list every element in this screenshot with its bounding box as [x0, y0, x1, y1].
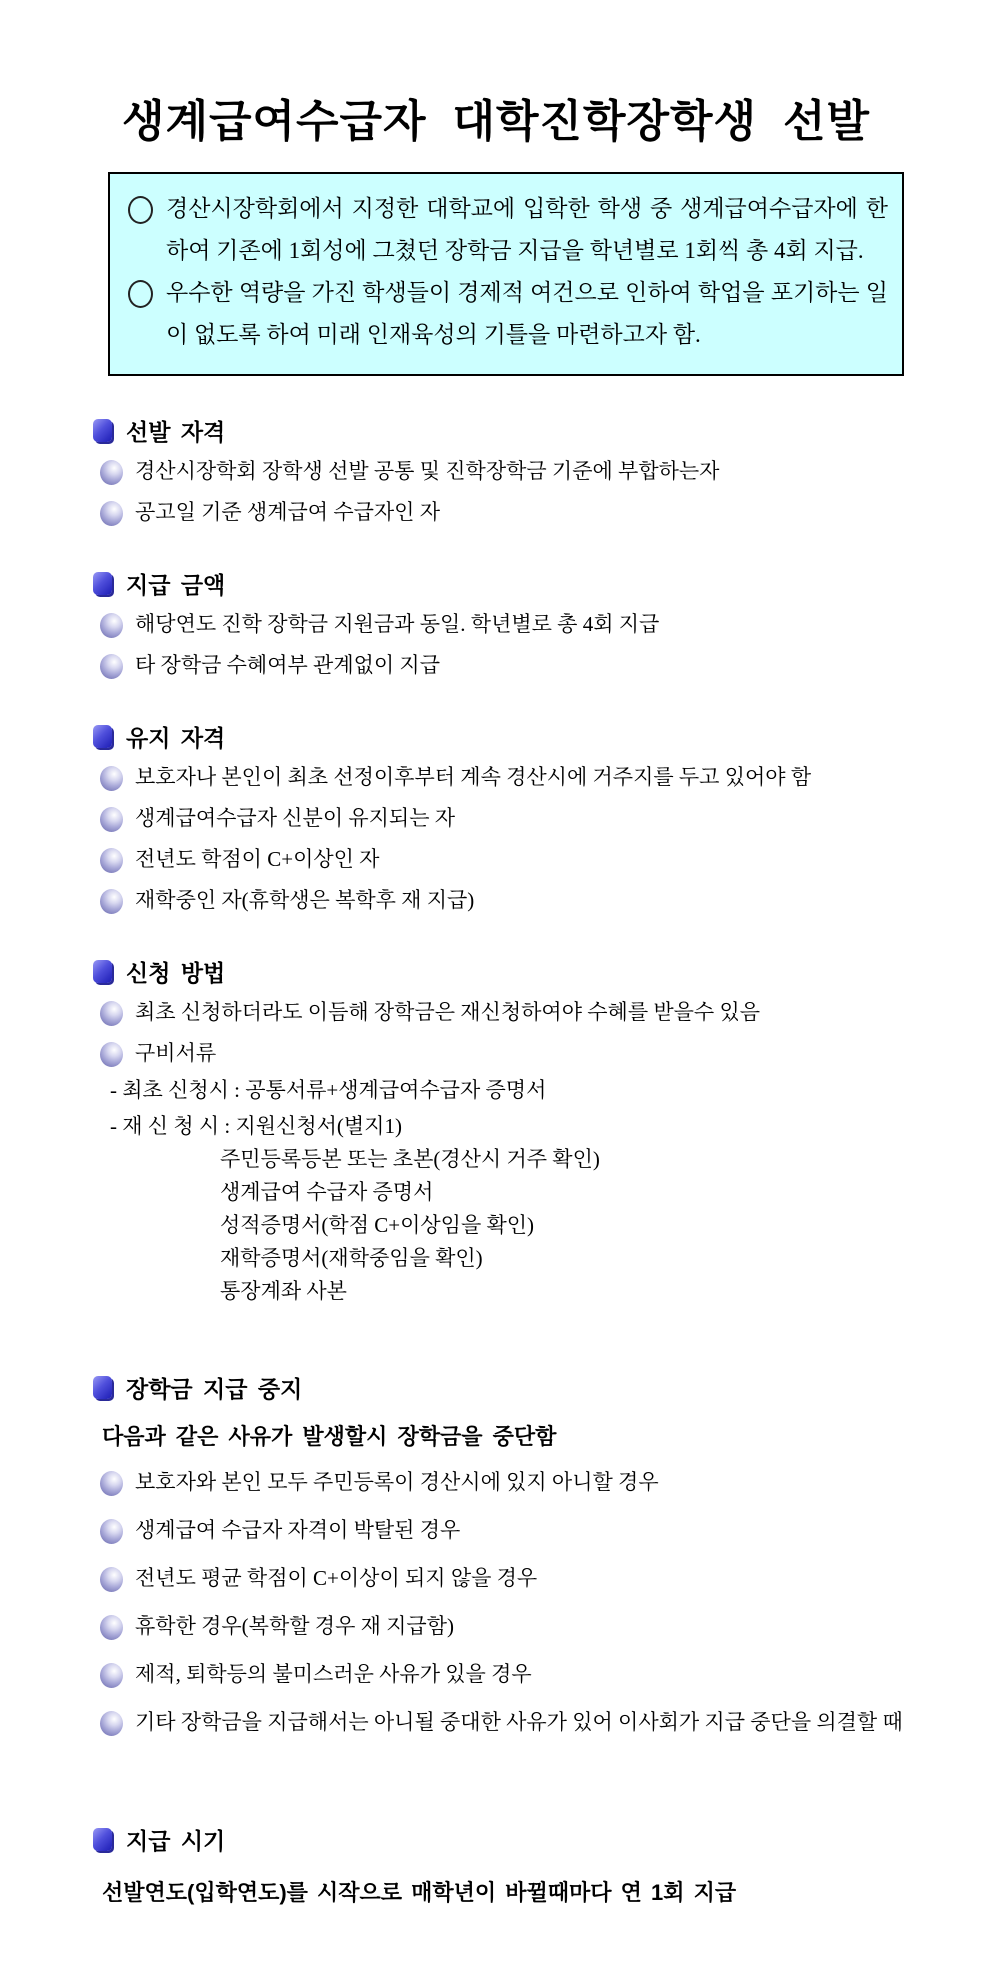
section-title: 선발 자격	[126, 419, 226, 445]
bullet-text: 휴학한 경우(복학할 경우 재 지급함)	[135, 1614, 454, 1638]
bullet-text: 해당연도 진학 장학금 지원금과 동일. 학년별로 총 4회 지급	[135, 612, 660, 636]
required-doc-item: 성적증명서(학점 C+이상임을 확인)	[220, 1213, 535, 1237]
bullet-sphere-icon	[100, 1615, 123, 1640]
bullet-sphere-icon	[100, 1711, 123, 1736]
list-item	[88, 1706, 904, 1739]
list-item	[88, 455, 904, 488]
section-title: 유지 자격	[126, 725, 226, 751]
list-item	[88, 1658, 904, 1691]
required-doc-item: 주민등록등본 또는 초본(경산시 거주 확인)	[220, 1147, 600, 1171]
section-marker-icon	[93, 419, 112, 442]
list-item	[88, 1466, 904, 1499]
bullet-text: 보호자나 본인이 최초 선정이후부터 계속 경산시에 거주지를 두고 있어야 함	[135, 765, 812, 789]
section-header	[93, 955, 904, 988]
bullet-sphere-icon	[100, 807, 123, 832]
bullet-text: 경산시장학회 장학생 선발 공통 및 진학장학금 기준에 부합하는자	[135, 459, 720, 483]
section-subtitle: 다음과 같은 사유가 발생할시 장학금을 중단함	[102, 1424, 557, 1449]
required-doc-reapply: - 재 신 청 시 : 지원신청서(별지1)	[110, 1114, 402, 1138]
section-payment-timing	[88, 1823, 904, 1907]
bullet-sphere-icon	[100, 501, 123, 526]
list-item	[88, 996, 904, 1029]
list-item	[88, 496, 904, 529]
section-marker-icon	[93, 725, 112, 748]
bullet-sphere-icon	[100, 654, 123, 679]
section-application-method	[88, 955, 904, 1307]
section-selection-eligibility	[88, 414, 904, 529]
list-item	[88, 608, 904, 641]
section-marker-icon	[93, 572, 112, 595]
section-title: 지급 시기	[126, 1828, 226, 1854]
intro-box	[108, 172, 904, 376]
bullet-sphere-icon	[100, 1663, 123, 1688]
bullet-sphere-icon	[100, 1471, 123, 1496]
bullet-text: 타 장학금 수혜여부 관계없이 지급	[135, 653, 441, 677]
bullet-text: 기타 장학금을 지급해서는 아니될 중대한 사유가 있어 이사회가 지급 중단을 의결할 때	[135, 1710, 903, 1734]
bullet-sphere-icon	[100, 1519, 123, 1544]
required-doc-item: 재학증명서(재학중임을 확인)	[220, 1246, 483, 1270]
bullet-text: 재학중인 자(휴학생은 복학후 재 지급)	[135, 888, 475, 912]
bullet-text: 구비서류	[135, 1041, 217, 1065]
bullet-list	[88, 455, 904, 529]
bullet-text: 공고일 기준 생계급여 수급자인 자	[135, 500, 441, 524]
bullet-text: 전년도 학점이 C+이상인 자	[135, 847, 380, 871]
document-page	[0, 96, 992, 1986]
section-maintenance-eligibility	[88, 720, 904, 917]
list-item	[88, 649, 904, 682]
circle-bullet-icon	[128, 280, 153, 308]
bullet-sphere-icon	[100, 848, 123, 873]
bullet-sphere-icon	[100, 1042, 123, 1067]
bullet-sphere-icon	[100, 460, 123, 485]
section-title: 지급 금액	[126, 572, 226, 598]
section-title: 장학금 지급 중지	[126, 1376, 303, 1402]
page-title: 생계급여수급자 대학진학장학생 선발	[121, 97, 871, 146]
intro-item-text: 경산시장학회에서 지정한 대학교에 입학한 학생 중 생계급여수급자에 한하여 기존에 1회성에 그쳤던 장학금 지급을 학년별로 1회씩 총 4회 지급.	[166, 196, 888, 263]
list-item	[88, 1514, 904, 1547]
section-payment-suspension	[88, 1371, 904, 1739]
list-item	[88, 1610, 904, 1643]
section-title: 신청 방법	[126, 960, 226, 986]
bullet-sphere-icon	[100, 613, 123, 638]
bullet-text: 제적, 퇴학등의 불미스러운 사유가 있을 경우	[135, 1662, 532, 1686]
section-marker-icon	[93, 960, 112, 983]
section-header	[93, 414, 904, 447]
circle-bullet-icon	[128, 196, 153, 224]
bullet-text: 생계급여 수급자 자격이 박탈된 경우	[135, 1518, 461, 1542]
intro-item	[122, 188, 888, 272]
required-doc-item: 생계급여 수급자 증명서	[220, 1180, 434, 1204]
section-marker-icon	[93, 1828, 112, 1851]
bullet-text: 생계급여수급자 신분이 유지되는 자	[135, 806, 456, 830]
section-header	[93, 1823, 904, 1856]
required-doc-first-apply: - 최초 신청시 : 공통서류+생계급여수급자 증명서	[110, 1078, 547, 1102]
list-item	[88, 761, 904, 794]
list-item	[88, 802, 904, 835]
section-header	[93, 567, 904, 600]
bullet-sphere-icon	[100, 889, 123, 914]
list-item	[88, 1562, 904, 1595]
bullet-sphere-icon	[100, 1001, 123, 1026]
bullet-list	[88, 996, 904, 1070]
bullet-text: 보호자와 본인 모두 주민등록이 경산시에 있지 아니할 경우	[135, 1470, 659, 1494]
list-item	[88, 884, 904, 917]
section-header	[93, 1371, 904, 1404]
bullet-sphere-icon	[100, 1567, 123, 1592]
required-doc-item: 통장계좌 사본	[220, 1279, 347, 1303]
intro-item	[122, 272, 888, 356]
list-item	[88, 843, 904, 876]
list-item	[88, 1037, 904, 1070]
payment-timing-text: 선발연도(입학연도)를 시작으로 매학년이 바뀔때마다 연 1회 지급	[102, 1880, 737, 1905]
bullet-list	[88, 608, 904, 682]
section-header	[93, 720, 904, 753]
bullet-sphere-icon	[100, 766, 123, 791]
bullet-list	[88, 761, 904, 917]
bullet-text: 전년도 평균 학점이 C+이상이 되지 않을 경우	[135, 1566, 538, 1590]
bullet-text: 최초 신청하더라도 이듬해 장학금은 재신청하여야 수혜를 받을수 있음	[135, 1000, 761, 1024]
intro-item-text: 우수한 역량을 가진 학생들이 경제적 여건으로 인하여 학업을 포기하는 일이 없도록 하여 미래 인재육성의 기틀을 마련하고자 함.	[166, 280, 888, 347]
section-marker-icon	[93, 1376, 112, 1399]
section-payment-amount	[88, 567, 904, 682]
bullet-list	[88, 1466, 904, 1739]
